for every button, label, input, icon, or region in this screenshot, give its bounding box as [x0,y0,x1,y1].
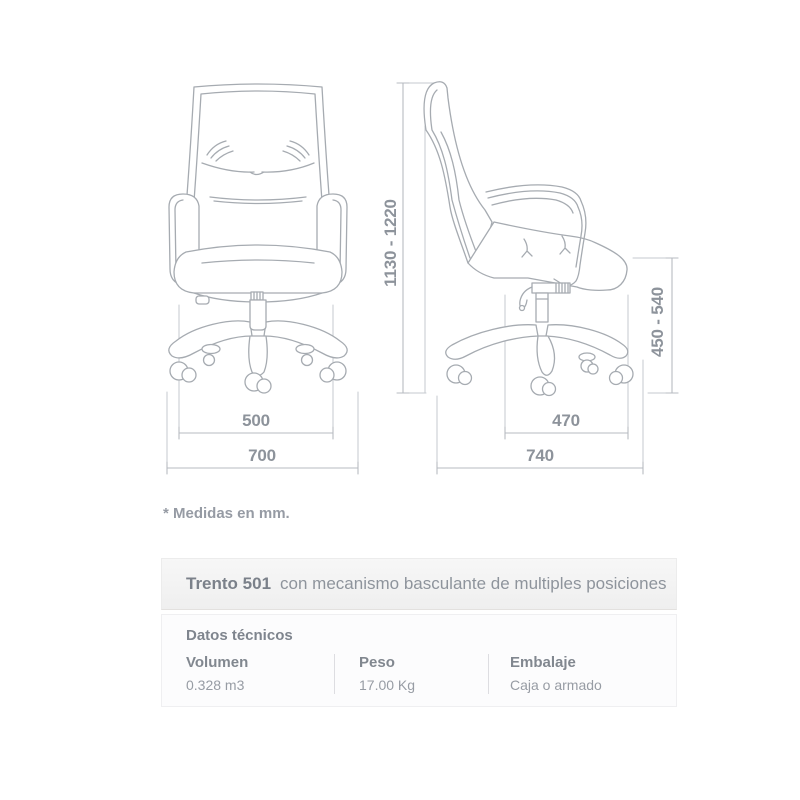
product-name: Trento 501 [186,574,272,593]
measurement-unit-note: * Medidas en mm. [163,505,290,522]
dim-side-depth-inner: 470 [552,411,580,430]
tech-data-title: Datos técnicos [186,627,293,644]
front-view-drawing [169,84,347,393]
side-view-drawing [424,82,633,396]
tech-label: Embalaje [510,654,576,671]
tech-label: Peso [359,654,395,671]
tech-col-embalaje [488,654,676,694]
tech-data-section [161,614,677,707]
product-card [161,558,677,707]
product-header [161,558,677,610]
dim-seat-height: 450 - 540 [648,286,667,358]
tech-col-peso [334,654,488,694]
dim-front-width-inner: 500 [242,411,270,430]
tech-value: Caja o armado [510,677,602,693]
dim-front-width-outer: 700 [248,446,276,465]
product-description: con mecanismo basculante de multiples posiciones [280,574,667,593]
tech-value: 0.328 m3 [186,677,245,693]
tech-data-row [162,654,676,694]
tech-value: 17.00 Kg [359,677,416,693]
dim-side-depth-outer: 740 [526,446,554,465]
tech-col-volumen [162,654,334,694]
dim-total-height: 1130 - 1220 [381,199,400,287]
tech-label: Volumen [186,654,249,671]
